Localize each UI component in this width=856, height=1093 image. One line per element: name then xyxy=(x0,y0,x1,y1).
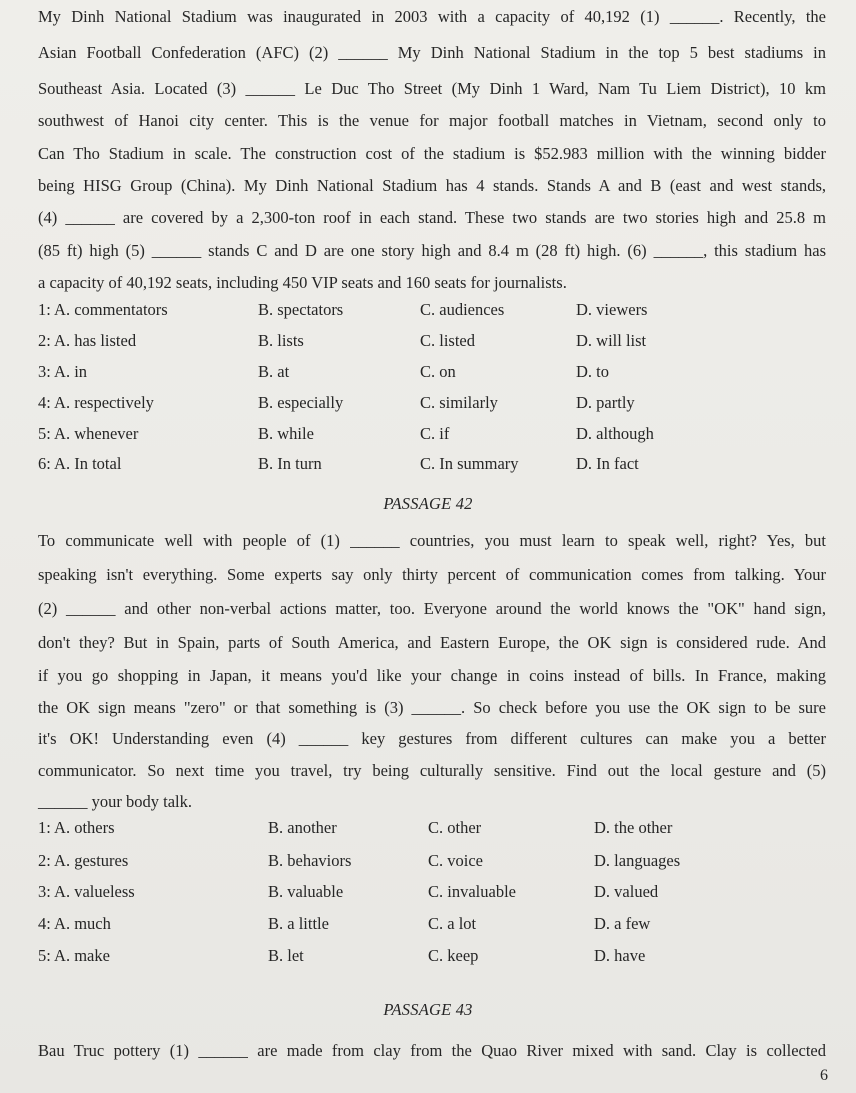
option-b[interactable]: B. spectators xyxy=(258,300,344,319)
option-b[interactable]: B. valuable xyxy=(268,882,344,901)
option-a[interactable]: 6: A. In total xyxy=(38,454,122,473)
option-b[interactable]: B. lists xyxy=(258,331,304,350)
option-b[interactable]: B. especially xyxy=(258,393,344,412)
option-b[interactable]: B. a little xyxy=(268,914,329,933)
page-number: 6 xyxy=(820,1067,828,1084)
option-c[interactable]: C. on xyxy=(420,362,456,381)
option-c[interactable]: C. other xyxy=(428,818,482,837)
option-c[interactable]: C. if xyxy=(420,424,450,443)
passage-42-line: speaking isn't everything. Some experts say only thirty percent of communication comes from talking. Your xyxy=(38,565,826,584)
option-a[interactable]: 3: A. in xyxy=(38,362,88,381)
option-d[interactable]: D. have xyxy=(594,946,646,965)
option-a[interactable]: 2: A. has listed xyxy=(38,331,137,350)
passage-42-line: communicator. So next time you travel, try being culturally sensitive. Find out the local gesture and (5) xyxy=(38,761,826,780)
passage-41-line: Southeast Asia. Located (3) ______ Le Duc Tho Street (My Dinh 1 Ward, Nam Tu Liem District), 10 km xyxy=(38,79,826,98)
passage-42-line: To communicate well with people of (1) ______ countries, you must learn to speak well, right? Yes, but xyxy=(38,531,826,550)
option-c[interactable]: C. voice xyxy=(428,851,483,870)
option-a[interactable]: 2: A. gestures xyxy=(38,851,129,870)
option-d[interactable]: D. the other xyxy=(594,818,673,837)
passage-41-line: Asian Football Confederation (AFC) (2) ______ My Dinh National Stadium in the top 5 best stadiums in xyxy=(38,43,826,62)
option-b[interactable]: B. at xyxy=(258,362,290,381)
option-d[interactable]: D. partly xyxy=(576,393,635,412)
option-a[interactable]: 1: A. commentators xyxy=(38,300,168,319)
passage-42-line: ______ your body talk. xyxy=(38,792,192,811)
option-a[interactable]: 4: A. respectively xyxy=(38,393,154,412)
passage-43-line: Bau Truc pottery (1) ______ are made from clay from the Quao River mixed with sand. Clay is collected xyxy=(38,1041,826,1060)
option-a[interactable]: 5: A. whenever xyxy=(38,424,139,443)
option-c[interactable]: C. invaluable xyxy=(428,882,516,901)
passage-42-line: (2) ______ and other non-verbal actions matter, too. Everyone around the world knows the "OK" hand sign, xyxy=(38,599,826,618)
option-d[interactable]: D. will list xyxy=(576,331,647,350)
option-d[interactable]: D. a few xyxy=(594,914,651,933)
option-d[interactable]: D. viewers xyxy=(576,300,648,319)
option-a[interactable]: 4: A. much xyxy=(38,914,111,933)
passage-42-line: if you go shopping in Japan, it means you'd like your change in coins instead of bills. In France, making xyxy=(38,666,826,685)
option-c[interactable]: C. In summary xyxy=(420,454,519,473)
option-a[interactable]: 1: A. others xyxy=(38,818,115,837)
option-b[interactable]: B. let xyxy=(268,946,304,965)
passage-41-line: being HISG Group (China). My Dinh National Stadium has 4 stands. Stands A and B (east and west stands, xyxy=(38,176,826,195)
passage-41-line: Can Tho Stadium in scale. The construction cost of the stadium is $52.983 million with the winning bidder xyxy=(38,144,826,163)
option-c[interactable]: C. similarly xyxy=(420,393,498,412)
option-d[interactable]: D. languages xyxy=(594,851,681,870)
passage-42-title: PASSAGE 42 xyxy=(383,494,473,513)
option-b[interactable]: B. In turn xyxy=(258,454,322,473)
option-d[interactable]: D. to xyxy=(576,362,609,381)
option-c[interactable]: C. keep xyxy=(428,946,479,965)
passage-43-title: PASSAGE 43 xyxy=(383,1000,473,1019)
passage-41-line: a capacity of 40,192 seats, including 450 VIP seats and 160 seats for journalists. xyxy=(38,273,567,292)
passage-41-line: (85 ft) high (5) ______ stands C and D are one story high and 8.4 m (28 ft) high. (6) ______, this stadium has xyxy=(38,241,826,260)
passage-41-line: southwest of Hanoi city center. This is the venue for major football matches in Vietnam, second only to xyxy=(38,111,826,130)
passage-41-line: My Dinh National Stadium was inaugurated in 2003 with a capacity of 40,192 (1) ______. Recently, the xyxy=(38,7,826,26)
option-b[interactable]: B. while xyxy=(258,424,314,443)
option-c[interactable]: C. audiences xyxy=(420,300,505,319)
option-a[interactable]: 5: A. make xyxy=(38,946,110,965)
passage-41-line: (4) ______ are covered by a 2,300-ton roof in each stand. These two stands are two stories high and 25.8 m xyxy=(38,208,826,227)
passage-42-line: it's OK! Understanding even (4) ______ key gestures from different cultures can make you a better xyxy=(38,729,826,748)
option-b[interactable]: B. behaviors xyxy=(268,851,352,870)
option-a[interactable]: 3: A. valueless xyxy=(38,882,135,901)
option-c[interactable]: C. a lot xyxy=(428,914,477,933)
option-d[interactable]: D. although xyxy=(576,424,654,443)
passage-42-line: don't they? But in Spain, parts of South America, and Eastern Europe, the OK sign is considered rude. And xyxy=(38,633,826,652)
passage-42-line: the OK sign means "zero" or that something is (3) ______. So check before you use the OK sign to be sure xyxy=(38,698,826,717)
option-b[interactable]: B. another xyxy=(268,818,337,837)
option-d[interactable]: D. valued xyxy=(594,882,659,901)
option-d[interactable]: D. In fact xyxy=(576,454,639,473)
option-c[interactable]: C. listed xyxy=(420,331,476,350)
